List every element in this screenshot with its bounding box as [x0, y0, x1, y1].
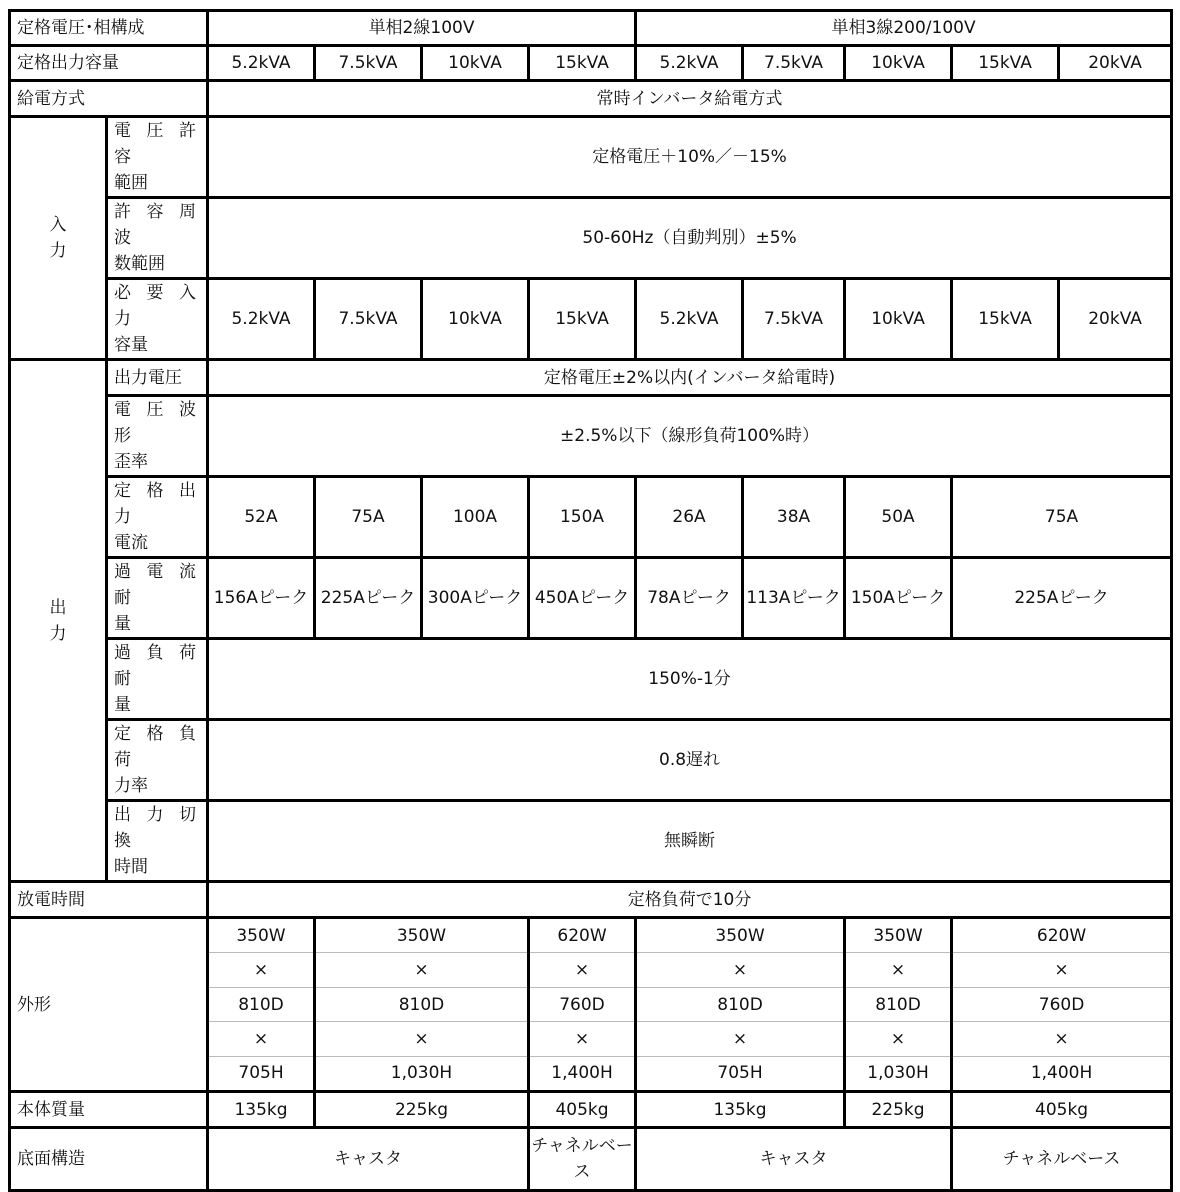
required-capacity-cell: 15kVA	[529, 279, 636, 360]
current-cell: 100A	[422, 477, 529, 558]
current-cell: 75A	[315, 477, 422, 558]
mass-cell: 225kg	[845, 1092, 952, 1128]
label-line: 過電流耐	[114, 562, 202, 608]
distortion-value: ±2.5%以下（線形負荷100%時）	[208, 396, 1172, 477]
overcurrent-cell: 225Aピーク	[952, 558, 1172, 639]
dim-width: 350W	[209, 919, 313, 953]
table-row	[10, 558, 1172, 639]
dim-width: 350W	[846, 919, 950, 953]
capacity-cell: 15kVA	[952, 46, 1059, 81]
label-line: 電流	[114, 533, 148, 553]
header-power-method: 給電方式	[10, 81, 208, 117]
output-char: 力	[49, 623, 67, 644]
discharge-value: 定格負荷で10分	[208, 882, 1172, 918]
power-method-value: 常時インバータ給電方式	[208, 81, 1172, 117]
table-row	[10, 46, 1172, 81]
table-row	[10, 198, 1172, 279]
voltage-range-label	[107, 117, 208, 198]
capacity-cell: 5.2kVA	[636, 46, 743, 81]
output-char: 出	[49, 597, 67, 618]
dim-depth: 760D	[953, 988, 1170, 1022]
freq-range-value: 50-60Hz（自動判別）±5%	[208, 198, 1172, 279]
dim-times: ×	[846, 1022, 950, 1056]
overcurrent-cell: 450Aピーク	[529, 558, 636, 639]
dimension-cell	[529, 918, 636, 1092]
dim-times: ×	[637, 1022, 843, 1056]
table-row	[10, 81, 1172, 117]
header-discharge-time: 放電時間	[10, 882, 208, 918]
capacity-cell: 7.5kVA	[743, 46, 845, 81]
overload-value: 150%-1分	[208, 639, 1172, 720]
dim-width: 350W	[316, 919, 527, 953]
label-line: 電圧許容	[114, 121, 202, 167]
current-cell: 75A	[952, 477, 1172, 558]
dim-times: ×	[209, 953, 313, 987]
label-line: 力率	[114, 776, 148, 796]
dim-depth: 810D	[209, 988, 313, 1022]
overcurrent-cell: 225Aピーク	[315, 558, 422, 639]
overcurrent-cell: 300Aピーク	[422, 558, 529, 639]
required-capacity-cell: 10kVA	[422, 279, 529, 360]
table-row	[10, 117, 1172, 198]
switch-time-label	[107, 801, 208, 882]
overcurrent-cell: 156Aピーク	[208, 558, 315, 639]
dim-times: ×	[530, 953, 634, 987]
label-line: 過負荷耐	[114, 643, 202, 689]
header-base: 底面構造	[10, 1128, 208, 1191]
current-cell: 50A	[845, 477, 952, 558]
table-row	[10, 477, 1172, 558]
output-voltage-label: 出力電圧	[107, 360, 208, 396]
required-capacity-cell: 7.5kVA	[743, 279, 845, 360]
label-line: 容量	[114, 335, 148, 355]
dim-times: ×	[953, 1022, 1170, 1056]
mass-cell: 135kg	[208, 1092, 315, 1128]
overcurrent-cell: 150Aピーク	[845, 558, 952, 639]
required-capacity-cell: 7.5kVA	[315, 279, 422, 360]
overcurrent-cell: 78Aピーク	[636, 558, 743, 639]
dim-width: 620W	[953, 919, 1170, 953]
voltage-range-value: 定格電圧＋10%／－15%	[208, 117, 1172, 198]
table-row	[10, 360, 1172, 396]
base-cell: チャネルベース	[952, 1128, 1172, 1191]
dim-depth: 810D	[846, 988, 950, 1022]
dim-depth: 760D	[530, 988, 634, 1022]
table-row	[10, 882, 1172, 918]
dimension-cell	[315, 918, 529, 1092]
capacity-cell: 15kVA	[529, 46, 636, 81]
dim-times: ×	[530, 1022, 634, 1056]
dim-times: ×	[953, 953, 1170, 987]
label-line: 数範囲	[114, 254, 165, 274]
table-row	[10, 279, 1172, 360]
table-row	[10, 801, 1172, 882]
dimension-cell	[952, 918, 1172, 1092]
table-row	[10, 639, 1172, 720]
required-capacity-cell: 5.2kVA	[636, 279, 743, 360]
label-line: 量	[114, 614, 131, 634]
output-group-label	[10, 360, 107, 882]
current-cell: 52A	[208, 477, 315, 558]
capacity-cell: 7.5kVA	[315, 46, 422, 81]
dim-width: 350W	[637, 919, 843, 953]
overload-label	[107, 639, 208, 720]
spec-table	[8, 9, 1173, 1192]
required-capacity-label	[107, 279, 208, 360]
dim-depth: 810D	[637, 988, 843, 1022]
required-capacity-cell: 10kVA	[845, 279, 952, 360]
base-cell: キャスタ	[636, 1128, 952, 1191]
label-line: 歪率	[114, 452, 148, 472]
dim-width: 620W	[530, 919, 634, 953]
freq-range-label	[107, 198, 208, 279]
dim-times: ×	[316, 953, 527, 987]
output-voltage-value: 定格電圧±2%以内(インバータ給電時)	[208, 360, 1172, 396]
table-row	[10, 918, 1172, 1092]
label-line: 定格負荷	[114, 724, 202, 770]
mass-cell: 135kg	[636, 1092, 845, 1128]
current-cell: 150A	[529, 477, 636, 558]
overcurrent-label	[107, 558, 208, 639]
header-three-phase: 単相3線200/100V	[636, 11, 1172, 46]
table-row	[10, 1092, 1172, 1128]
label-line: 量	[114, 695, 131, 715]
dim-height: 1,400H	[1030, 1063, 1093, 1084]
required-capacity-cell: 15kVA	[952, 279, 1059, 360]
base-cell: キャスタ	[208, 1128, 529, 1191]
table-row	[10, 11, 1172, 46]
header-rated-capacity: 定格出力容量	[10, 46, 208, 81]
header-voltage-phase: 定格電圧･相構成	[10, 11, 208, 46]
capacity-cell: 20kVA	[1059, 46, 1172, 81]
dim-times: ×	[209, 1022, 313, 1056]
table-row	[10, 396, 1172, 477]
capacity-cell: 10kVA	[422, 46, 529, 81]
base-cell: チャネルベース	[529, 1128, 636, 1191]
label-line: 出力切換	[114, 805, 202, 851]
required-capacity-cell: 20kVA	[1059, 279, 1172, 360]
header-outline: 外形	[10, 918, 208, 1092]
table-row	[10, 720, 1172, 801]
dim-height: 705H	[717, 1063, 763, 1084]
dim-height: 1,030H	[390, 1063, 453, 1084]
input-char: 入	[49, 215, 67, 235]
current-cell: 38A	[743, 477, 845, 558]
overcurrent-cell: 113Aピーク	[743, 558, 845, 639]
dim-times: ×	[846, 953, 950, 987]
label-line: 時間	[114, 857, 148, 877]
mass-cell: 405kg	[952, 1092, 1172, 1128]
dim-height: 1,030H	[867, 1063, 929, 1084]
label-line: 許容周波	[114, 202, 202, 248]
current-cell: 26A	[636, 477, 743, 558]
header-mass: 本体質量	[10, 1092, 208, 1128]
table-row	[10, 1128, 1172, 1191]
dimension-cell	[208, 918, 315, 1092]
dim-times: ×	[316, 1022, 527, 1056]
dim-height: 705H	[238, 1063, 284, 1084]
required-capacity-cell: 5.2kVA	[208, 279, 315, 360]
dim-times: ×	[637, 953, 843, 987]
power-factor-value: 0.8遅れ	[208, 720, 1172, 801]
label-line: 電圧波形	[114, 400, 202, 446]
mass-cell: 225kg	[315, 1092, 529, 1128]
rated-current-label	[107, 477, 208, 558]
mass-cell: 405kg	[529, 1092, 636, 1128]
capacity-cell: 5.2kVA	[208, 46, 315, 81]
input-char: 力	[49, 241, 67, 261]
power-factor-label	[107, 720, 208, 801]
label-line: 範囲	[114, 173, 148, 193]
dimension-cell	[636, 918, 845, 1092]
dim-height: 1,400H	[551, 1063, 613, 1084]
dimension-cell	[845, 918, 952, 1092]
header-single-phase: 単相2線100V	[208, 11, 636, 46]
capacity-cell: 10kVA	[845, 46, 952, 81]
distortion-label	[107, 396, 208, 477]
input-group-label	[10, 117, 107, 360]
switch-time-value: 無瞬断	[208, 801, 1172, 882]
label-line: 定格出力	[114, 481, 202, 527]
dim-depth: 810D	[316, 988, 527, 1022]
label-line: 必要入力	[114, 283, 202, 329]
